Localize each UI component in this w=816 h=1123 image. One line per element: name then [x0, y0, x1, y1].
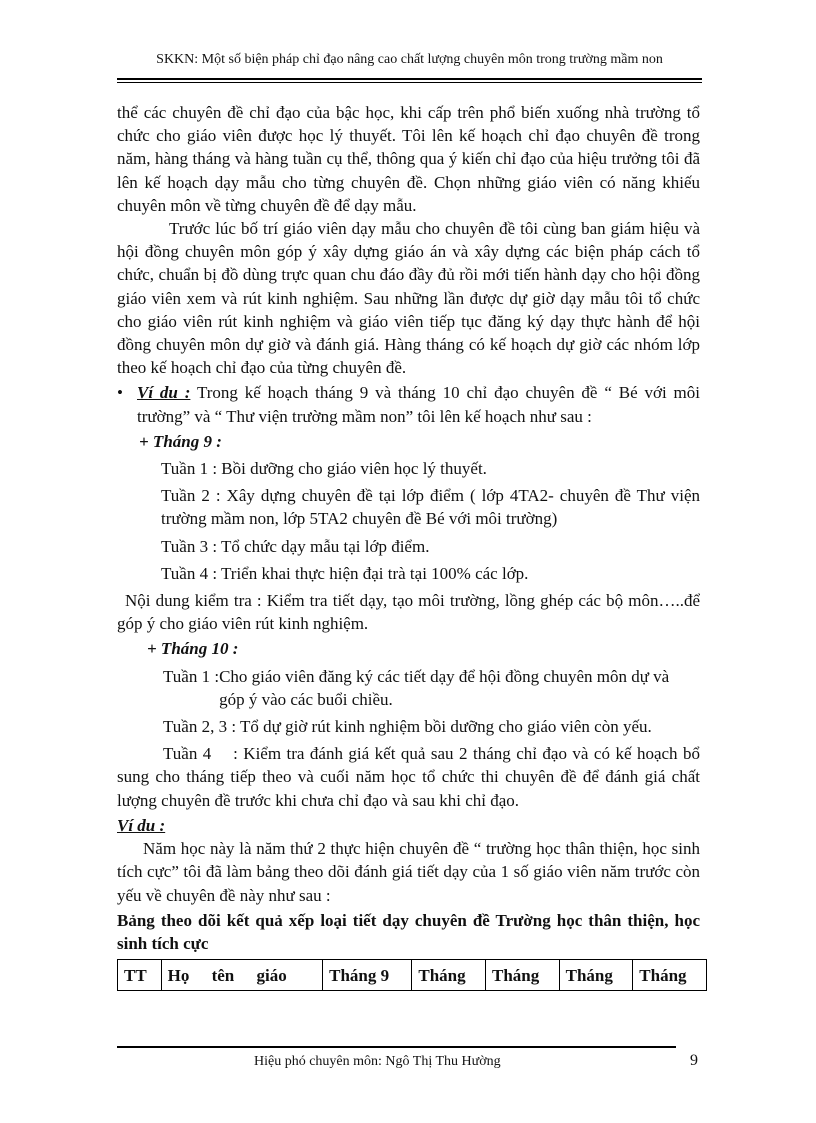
week1-label: Tuần 1 : — [163, 666, 220, 686]
table-header-cell: Tháng — [633, 960, 707, 991]
example-label: Ví du : — [137, 383, 191, 403]
example-text: Trong kế hoạch tháng 9 và tháng 10 chỉ đạo chuyên đề “ Bé với môi trường” và “ Thư viện trường mầm non” tôi lên kế hoạch như sau : — [137, 383, 700, 426]
table-header-cell: Tháng — [486, 960, 560, 991]
inspection-content: Nội dung kiểm tra : Kiểm tra tiết dạy, tạo môi trường, lồng ghép các bộ môn…..để góp ý cho giáo viên rút kinh nghiệm. — [117, 591, 700, 634]
header-rule — [117, 78, 702, 80]
footer-author: Hiệu phó chuyên môn: Ngô Thị Thu Hường — [254, 1054, 501, 1069]
paragraph-3: Năm học này là năm thứ 2 thực hiện chuyên đề “ trường học thân thiện, học sinh tích cực” tôi đã làm bảng theo dõi đánh giá tiết dạy của 1 số giáo viên năm trước còn yếu về chuyên đề này như sau : — [117, 839, 700, 905]
month9-list — [117, 457, 700, 585]
list-item: Tuần 3 : Tổ chức dạy mẫu tại lớp điểm. — [161, 536, 430, 556]
table-header-row — [118, 960, 707, 991]
list-item: Tuần 4 : Kiểm tra đánh giá kết quả sau 2 tháng chỉ đạo và có kế hoạch bổ sung cho tháng tiếp theo và cuối năm học tổ chức thi chuyên đề để đánh giá chất lượng chuyên đề trước khi chưa chỉ đạo và sau khi chỉ đạo. — [117, 744, 705, 810]
list-item: Tuần 2 : Xây dựng chuyên đề tại lớp điểm ( lớp 4TA2- chuyên đề Thư viện trường mầm non, lớp 5TA2 chuyên đề Bé với môi trường) — [161, 486, 700, 529]
bullet-icon: • — [117, 383, 123, 403]
footer-rule — [117, 1046, 676, 1048]
results-table — [117, 959, 707, 991]
list-item: Tuần 1 : Bồi dưỡng cho giáo viên học lý thuyết. — [161, 459, 487, 479]
header-rule-thin — [117, 82, 702, 83]
month9-title: + Tháng 9 : — [139, 431, 222, 451]
table-title: Bảng theo dõi kết quả xếp loại tiết dạy chuyên đề Trường học thân thiện, học sinh tích cực — [117, 910, 700, 953]
example-2-label: Ví du : — [117, 815, 166, 835]
page-header: SKKN: Một số biện pháp chỉ đạo nâng cao chất lượng chuyên môn trong trường mầm non — [156, 52, 663, 67]
month10-title: + Tháng 10 : — [147, 639, 239, 659]
table-header-cell: Tháng 9 — [323, 960, 412, 991]
table-header-cell: Họ tên giáo — [161, 960, 323, 991]
table-header-cell: TT — [118, 960, 162, 991]
list-item: Tuần 4 : Triển khai thực hiện đại trà tại 100% các lớp. — [161, 563, 529, 583]
week1-text: Cho giáo viên đăng ký các tiết dạy để hội đồng chuyên môn dự và góp ý vào các buổi chiều. — [219, 666, 670, 709]
paragraph-1: thể các chuyên đề chỉ đạo của bậc học, khi cấp trên phổ biến xuống nhà trường tổ chức cho giáo viên được học lý thuyết. Tôi lên kế hoạch chỉ đạo chuyên đề trong năm, hàng tháng và hàng tuần cụ thể, thông qua ý kiến chỉ đạo của hiệu trưởng tôi đã lên kế hoạch dạy mẫu cho từng chuyên đề. Chọn những giáo viên có năng khiếu chuyên môn về từng chuyên đề để dạy mẫu. — [117, 103, 700, 215]
table-header-cell: Tháng — [559, 960, 633, 991]
page-content — [117, 101, 705, 991]
list-item: Tuần 2, 3 : Tổ dự giờ rút kinh nghiệm bồi dưỡng cho giáo viên còn yếu. — [163, 717, 652, 737]
example-bullet — [117, 381, 700, 427]
paragraph-2: Trước lúc bố trí giáo viên dạy mẫu cho chuyên đề tôi cùng ban giám hiệu và hội đồng chuyên môn góp ý xây dựng giáo án và xây dựng các biện pháp cách tổ chức, chuẩn bị đồ dùng trực quan chu đáo đầy đủ rồi mới tiến hành dạy cho hội đồng giáo viên xem và rút kinh nghiệm. Sau những lần được dự giờ dạy mẫu tôi tổ chức cho giáo viên rút kinh nghiệm và giáo viên tiếp tục đăng ký dạy thực hành để hội đồng chuyên môn dự giờ và đánh giá. Hàng tháng có kế hoạch dự giờ các nhóm lớp theo kế hoạch chỉ đạo của từng chuyên đề. — [117, 219, 700, 378]
table-header-cell: Tháng — [412, 960, 486, 991]
page-number: 9 — [690, 1052, 698, 1069]
list-item — [117, 665, 700, 711]
